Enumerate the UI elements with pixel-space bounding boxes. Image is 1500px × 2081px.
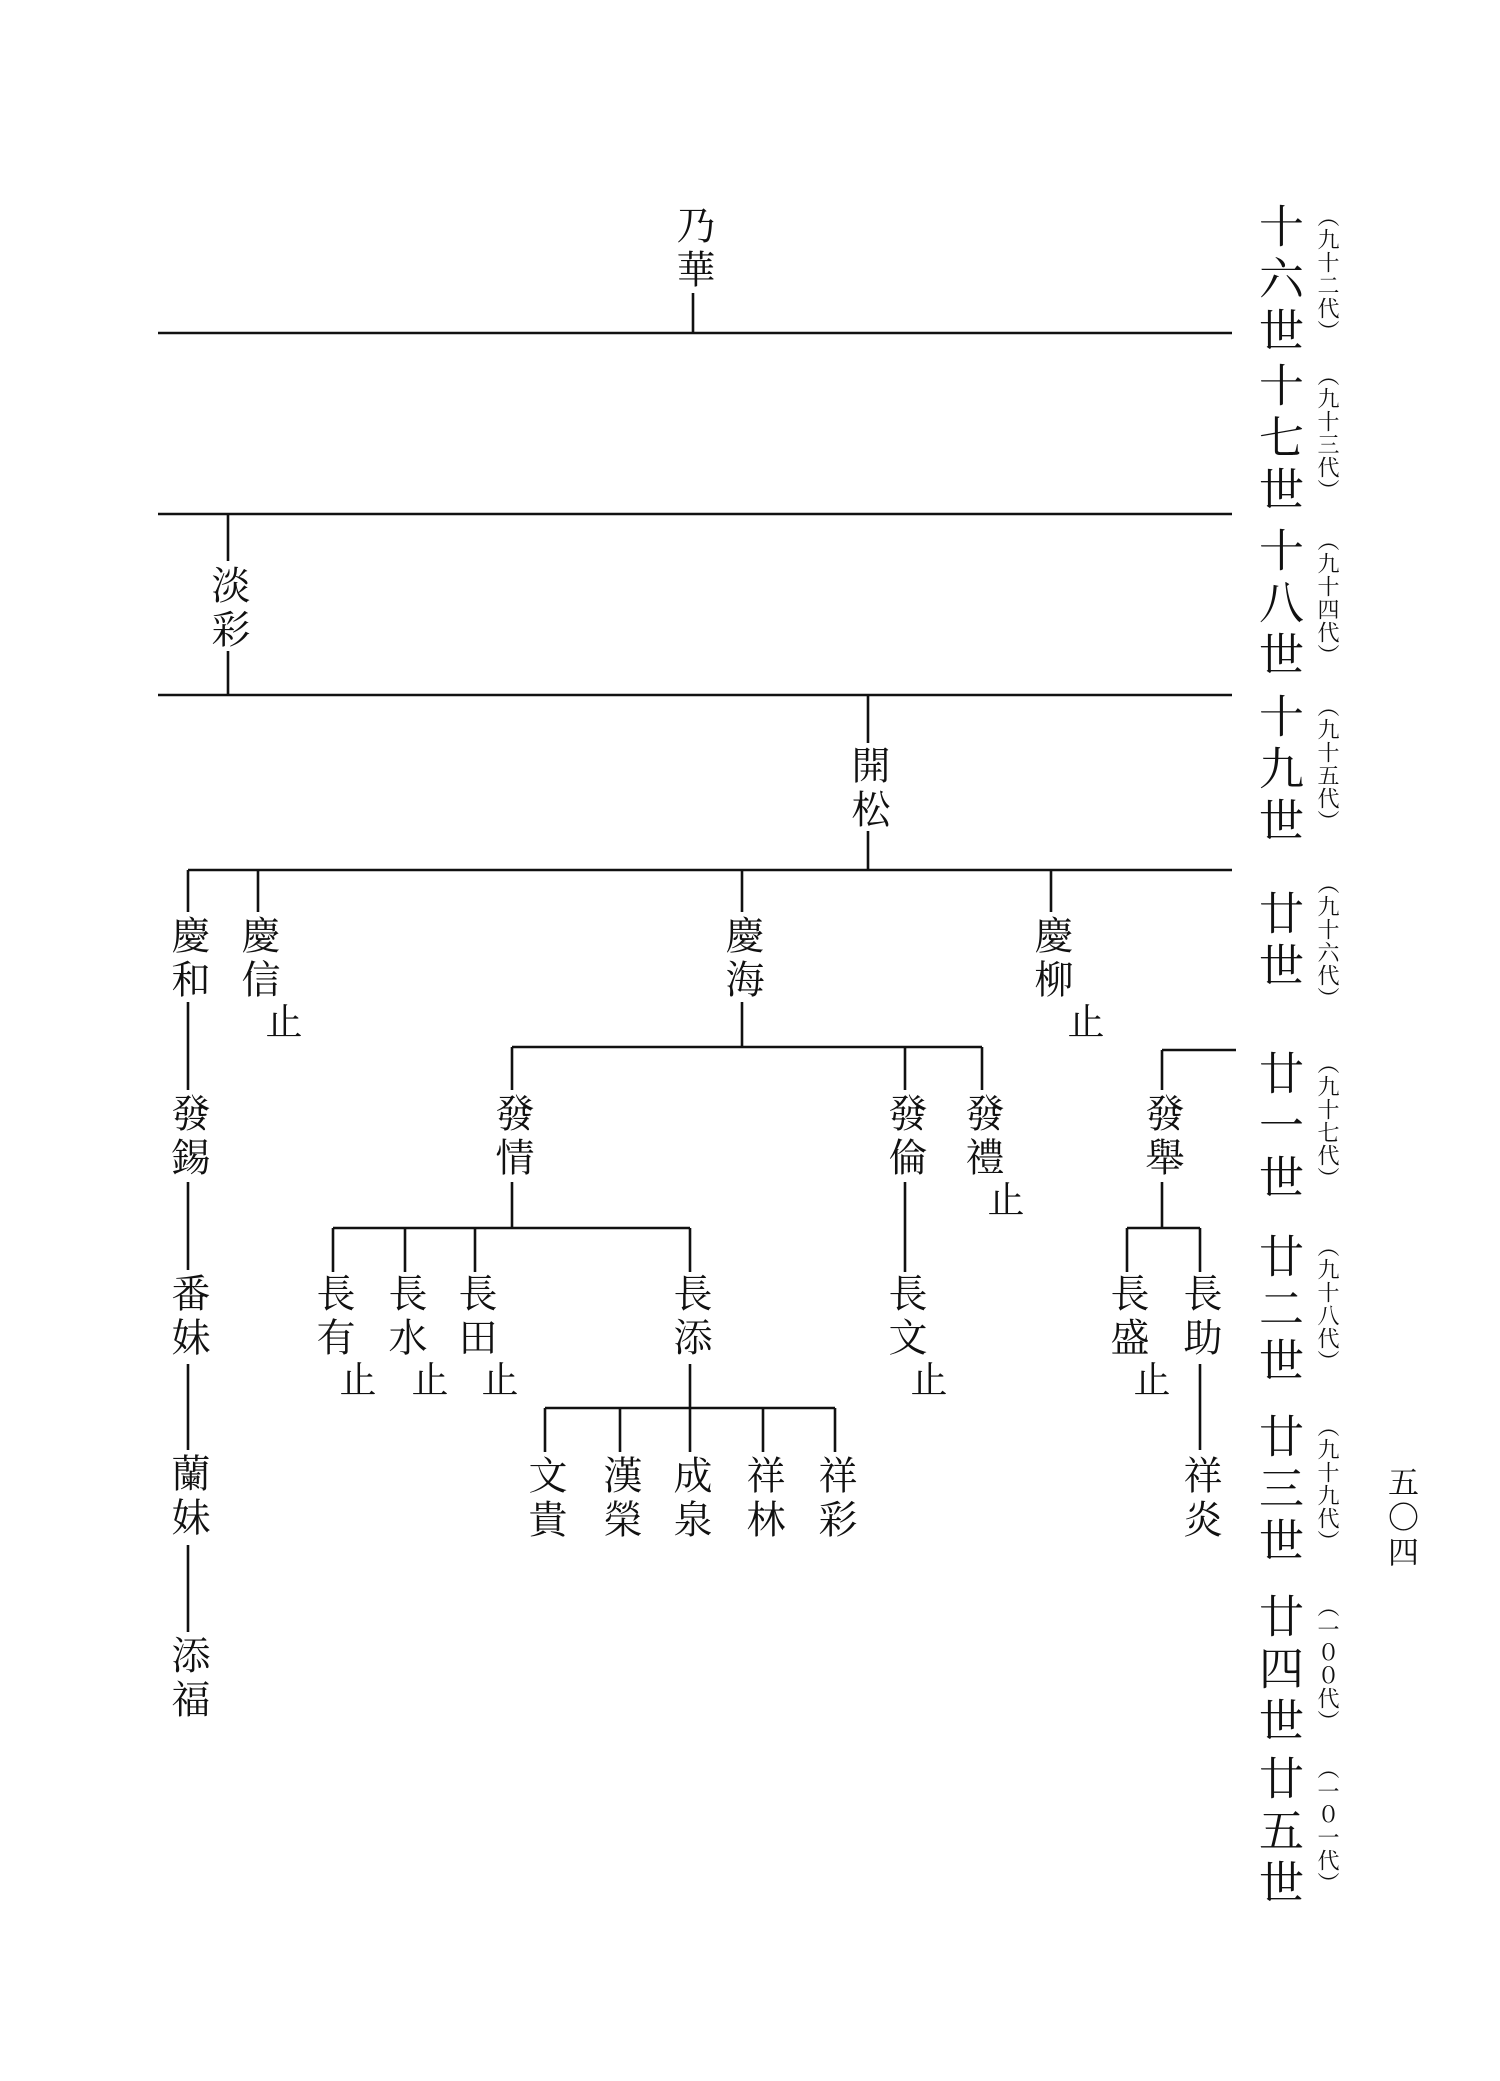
person-name: 長添	[667, 1273, 712, 1361]
generation-label: 廿一世	[1251, 1050, 1304, 1206]
person-name: 祥彩	[812, 1455, 857, 1543]
person-name: 長盛	[1104, 1273, 1149, 1361]
person-name: 開松	[845, 745, 890, 833]
generation-dai: （九十二代）	[1314, 205, 1339, 343]
generation-dai: （九十六代）	[1314, 872, 1339, 1010]
person-name: 淡彩	[205, 565, 250, 653]
generation-dai: （九十三代）	[1314, 364, 1339, 502]
person-name: 長水	[382, 1273, 427, 1361]
generation-label: 十八世	[1251, 527, 1304, 683]
person-name: 番妹	[165, 1273, 210, 1361]
generation-label: 十六世	[1251, 203, 1304, 359]
generation-label: 廿二世	[1251, 1233, 1304, 1389]
generation-dai: （九十五代）	[1314, 695, 1339, 833]
generation-dai: （九十九代）	[1314, 1415, 1339, 1553]
generation-label: 廿世	[1251, 890, 1304, 994]
page-number: 五〇四	[1382, 1466, 1418, 1571]
person-name: 添福	[165, 1635, 210, 1723]
person-name: 漢榮	[597, 1455, 642, 1543]
person-name: 長助	[1177, 1273, 1222, 1361]
generation-dai: （九十四代）	[1314, 529, 1339, 667]
generation-dai: （九十七代）	[1314, 1052, 1339, 1190]
person-name: 慶信	[235, 915, 280, 1003]
terminal-mark: 止	[475, 1360, 518, 1397]
person-name: 發錫	[165, 1093, 210, 1181]
person-name: 發禮	[959, 1093, 1004, 1181]
terminal-mark: 止	[259, 1002, 302, 1039]
terminal-mark: 止	[405, 1360, 448, 1397]
person-name: 成泉	[667, 1455, 712, 1543]
generation-dai: （九十八代）	[1314, 1235, 1339, 1373]
generation-label: 廿三世	[1251, 1413, 1304, 1569]
terminal-mark: 止	[904, 1360, 947, 1397]
person-name: 蘭妹	[165, 1453, 210, 1541]
person-name: 慶海	[719, 915, 764, 1003]
person-name: 長有	[310, 1273, 355, 1361]
terminal-mark: 止	[333, 1360, 376, 1397]
terminal-mark: 止	[1127, 1360, 1170, 1397]
person-name: 慶和	[165, 915, 210, 1003]
terminal-mark: 止	[981, 1180, 1024, 1217]
generation-label: 廿五世	[1251, 1755, 1304, 1911]
generation-label: 廿四世	[1251, 1593, 1304, 1749]
generation-label: 十九世	[1251, 693, 1304, 849]
person-name: 發舉	[1139, 1093, 1184, 1181]
person-name: 乃華	[670, 205, 715, 293]
generation-label: 十七世	[1251, 362, 1304, 518]
generation-dai: （一００代）	[1314, 1595, 1339, 1733]
generation-dai: （一０一代）	[1314, 1757, 1339, 1895]
person-name: 祥炎	[1177, 1455, 1222, 1543]
person-name: 發情	[489, 1093, 534, 1181]
person-name: 發倫	[882, 1093, 927, 1181]
person-name: 祥林	[740, 1455, 785, 1543]
person-name: 文貴	[522, 1455, 567, 1543]
terminal-mark: 止	[1061, 1002, 1104, 1039]
person-name: 長田	[452, 1273, 497, 1361]
person-name: 長文	[882, 1273, 927, 1361]
person-name: 慶柳	[1028, 915, 1073, 1003]
